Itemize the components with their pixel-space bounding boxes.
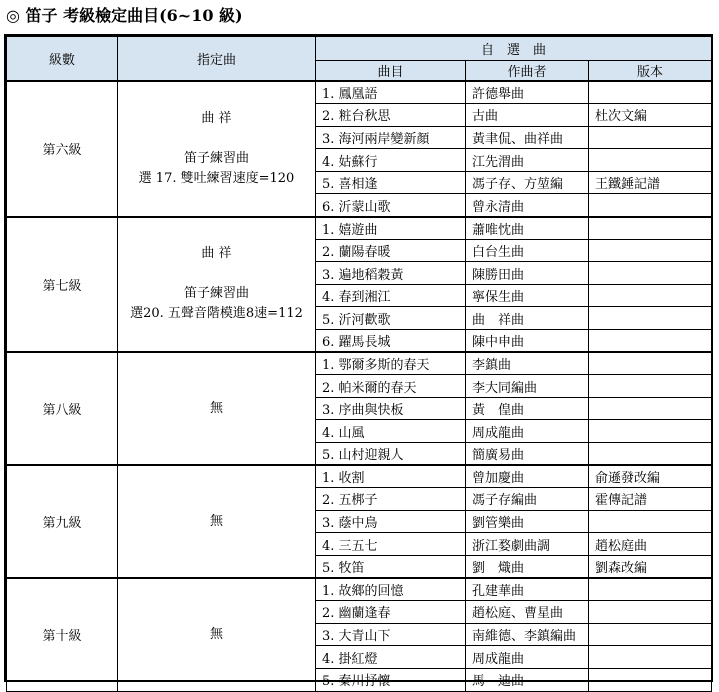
version-cell [589, 510, 712, 533]
composer-cell: 黃聿侃、曲祥曲 [466, 126, 589, 149]
composer-cell: 馮子存、方堃編 [466, 171, 589, 194]
table-row [7, 81, 712, 104]
required-etude-title: 笛子練習曲 [183, 286, 249, 302]
composer-cell: 李鎮曲 [466, 352, 589, 375]
version-cell [589, 443, 712, 466]
song-cell: 1. 故鄉的回憶 [316, 578, 466, 601]
table-row [7, 217, 712, 240]
version-cell [589, 646, 712, 669]
composer-cell: 曲 祥曲 [466, 307, 589, 330]
version-cell: 杜次文編 [589, 104, 712, 127]
composer-cell: 劉管樂曲 [466, 510, 589, 533]
level-cell: 第八級 [7, 352, 118, 465]
spacer [118, 129, 315, 149]
level-cell: 第九級 [7, 465, 118, 578]
required-etude: 選20. 五聲音階模進8速=112 [130, 306, 303, 322]
song-cell: 5. 山村迎親人 [316, 443, 466, 466]
song-cell: 6. 沂蒙山歌 [316, 194, 466, 217]
required-piece-cell [118, 352, 316, 465]
composer-cell: 馮子存編曲 [466, 488, 589, 511]
required-piece-cell [118, 465, 316, 578]
version-cell [589, 397, 712, 420]
version-cell [589, 81, 712, 104]
song-cell: 5. 喜相逢 [316, 171, 466, 194]
song-cell: 2. 五梆子 [316, 488, 466, 511]
song-cell: 5. 沂河歡歌 [316, 307, 466, 330]
song-cell: 3. 蔭中鳥 [316, 510, 466, 533]
header-version: 版本 [589, 61, 712, 82]
composer-cell: 蕭唯忱曲 [466, 217, 589, 240]
required-piece-cell [118, 81, 316, 217]
spacer [118, 264, 315, 284]
composer-cell: 南維德、李鎮編曲 [466, 623, 589, 646]
composer-cell: 孔建華曲 [466, 578, 589, 601]
version-cell: 俞遜發改編 [589, 465, 712, 488]
version-cell [589, 149, 712, 172]
composer-cell: 浙江婺劇曲調 [466, 533, 589, 556]
header-required: 指定曲 [118, 37, 316, 82]
composer-cell: 曾永清曲 [466, 194, 589, 217]
version-cell: 劉森改編 [589, 555, 712, 578]
composer-cell: 黃 偟曲 [466, 397, 589, 420]
composer-cell: 陳勝田曲 [466, 262, 589, 285]
exam-repertoire-table [6, 36, 712, 692]
required-piece: 無 [209, 513, 223, 529]
version-cell [589, 217, 712, 240]
level-cell: 第十級 [7, 578, 118, 691]
required-piece-cell [118, 217, 316, 353]
required-etude-title: 笛子練習曲 [183, 150, 249, 166]
composer-cell: 寧保生曲 [466, 284, 589, 307]
composer-cell: 周成龍曲 [466, 420, 589, 443]
required-piece: 無 [209, 626, 223, 642]
version-cell [589, 352, 712, 375]
song-cell: 6. 躍馬長城 [316, 330, 466, 353]
composer-cell: 白台生曲 [466, 239, 589, 262]
composer-cell: 簡廣易曲 [466, 443, 589, 466]
song-cell: 5. 秦川抒懷 [316, 668, 466, 691]
composer-cell: 劉 熾曲 [466, 555, 589, 578]
song-cell: 2. 粧台秋思 [316, 104, 466, 127]
song-cell: 1. 收割 [316, 465, 466, 488]
song-cell: 1. 鄂爾多斯的春天 [316, 352, 466, 375]
version-cell [589, 262, 712, 285]
version-cell: 霍傳記譜 [589, 488, 712, 511]
level-cell: 第七級 [7, 217, 118, 353]
song-cell: 4. 春到湘江 [316, 284, 466, 307]
song-cell: 2. 蘭陽春暖 [316, 239, 466, 262]
composer-cell: 江先渭曲 [466, 149, 589, 172]
level-cell: 第六級 [7, 81, 118, 217]
table-row [7, 578, 712, 601]
version-cell [589, 420, 712, 443]
version-cell [589, 330, 712, 353]
required-piece: 曲 祥 [201, 110, 232, 126]
version-cell: 王鐵錘記譜 [589, 171, 712, 194]
song-cell: 4. 掛紅燈 [316, 646, 466, 669]
composer-cell: 馬 迪曲 [466, 668, 589, 691]
composer-cell: 古曲 [466, 104, 589, 127]
required-piece: 曲 祥 [201, 246, 232, 262]
song-cell: 2. 帕米爾的春天 [316, 375, 466, 398]
required-piece-cell [118, 578, 316, 691]
song-cell: 4. 山風 [316, 420, 466, 443]
song-cell: 3. 海河兩岸變新顏 [316, 126, 466, 149]
composer-cell: 許德舉曲 [466, 81, 589, 104]
header-level: 級數 [7, 37, 118, 82]
song-cell: 3. 遍地稻穀黃 [316, 262, 466, 285]
composer-cell: 周成龍曲 [466, 646, 589, 669]
version-cell [589, 601, 712, 624]
required-etude: 選 17. 雙吐練習速度=120 [138, 170, 295, 186]
song-cell: 1. 嬉遊曲 [316, 217, 466, 240]
header-optional: 自 選 曲 [316, 37, 712, 61]
composer-cell: 曾加慶曲 [466, 465, 589, 488]
composer-cell: 趙松庭、曹星曲 [466, 601, 589, 624]
song-cell: 4. 姑蘇行 [316, 149, 466, 172]
version-cell [589, 284, 712, 307]
table-body [7, 81, 712, 691]
song-cell: 2. 幽蘭逢春 [316, 601, 466, 624]
song-cell: 3. 大青山下 [316, 623, 466, 646]
table-row [7, 465, 712, 488]
composer-cell: 陳中申曲 [466, 330, 589, 353]
composer-cell: 李大同編曲 [466, 375, 589, 398]
version-cell [589, 623, 712, 646]
version-cell: 趙松庭曲 [589, 533, 712, 556]
page-title: ◎ 笛子 考級檢定曲目(6~10 級) [6, 6, 243, 25]
version-cell [589, 239, 712, 262]
song-cell: 1. 鳳凰語 [316, 81, 466, 104]
header-composer: 作曲者 [466, 61, 589, 82]
song-cell: 3. 序曲與快板 [316, 397, 466, 420]
header-song: 曲目 [316, 61, 466, 82]
version-cell [589, 307, 712, 330]
song-cell: 4. 三五七 [316, 533, 466, 556]
table-row [7, 352, 712, 375]
version-cell [589, 578, 712, 601]
version-cell [589, 194, 712, 217]
required-piece: 無 [209, 400, 223, 416]
song-cell: 5. 牧笛 [316, 555, 466, 578]
version-cell [589, 375, 712, 398]
version-cell [589, 126, 712, 149]
version-cell [589, 668, 712, 691]
